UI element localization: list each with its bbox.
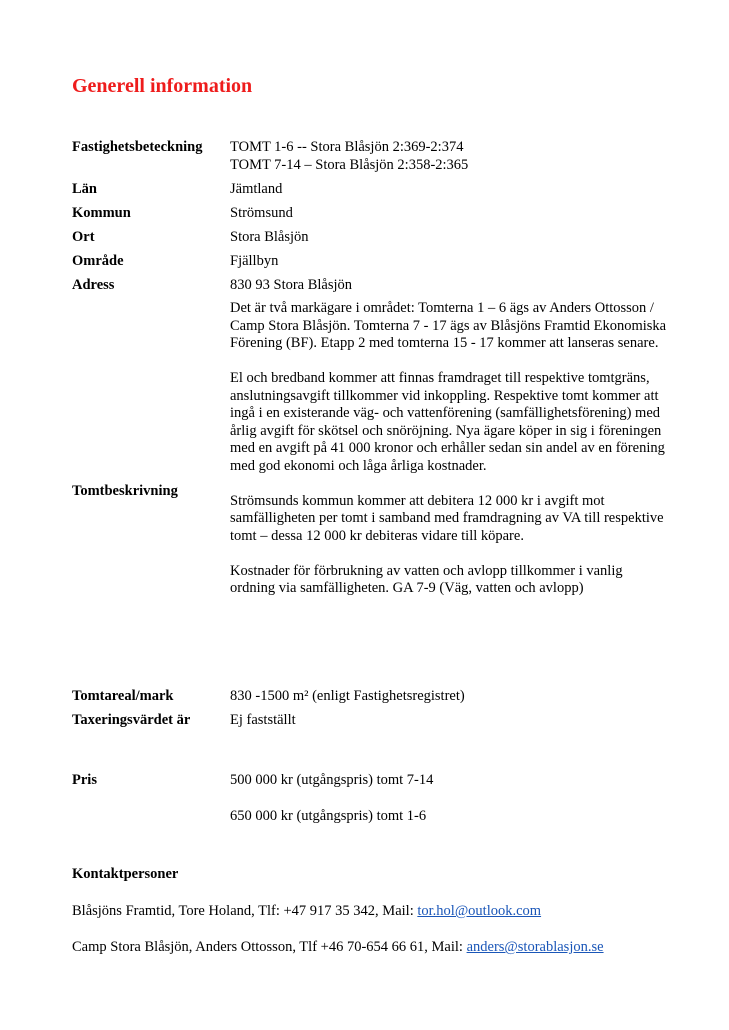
contacts-heading: Kontaktpersoner bbox=[72, 866, 179, 882]
field-value: Stora Blåsjön bbox=[230, 229, 309, 245]
field-label: Tomtareal/mark bbox=[72, 688, 174, 704]
field-value: Ej fastställt bbox=[230, 712, 296, 728]
field-value: 830 93 Stora Blåsjön bbox=[230, 277, 353, 293]
contact-line bbox=[72, 939, 692, 957]
field-label: Pris bbox=[72, 772, 97, 788]
field-value bbox=[230, 139, 670, 174]
description-paragraph-1: Det är två markägare i området: Tomterna 1 – 6 ägs av Anders Ottosson / Camp Stora Blåsjön. Tomterna 7 - 17 ägs av Blåsjöns Framtid Ekonomiska Förening (BF). Etapp 2 med tomterna 15 - 17 kommer att lanseras senare. bbox=[230, 300, 667, 351]
field-value: Strömsund bbox=[230, 205, 293, 221]
field-value: 830 -1500 m² (enligt Fastighetsregistret) bbox=[230, 688, 465, 704]
field-label: Tomtbeskrivning bbox=[72, 483, 178, 499]
description-paragraph-4: Kostnader för förbrukning av vatten och avlopp tillkommer i vanlig ordning via samfälligheten. GA 7-9 (Väg, vatten och avlopp) bbox=[230, 562, 623, 596]
field-label: Län bbox=[72, 181, 97, 197]
field-value: Jämtland bbox=[230, 181, 283, 197]
field-label: Taxeringsvärdet är bbox=[72, 712, 191, 728]
field-label: Ort bbox=[72, 229, 95, 245]
document-title: Generell information bbox=[72, 75, 253, 97]
field-value bbox=[230, 300, 670, 598]
email-link[interactable]: anders@storablasjon.se bbox=[466, 939, 604, 955]
description-paragraph-3: Strömsunds kommun kommer att debitera 12 000 kr i avgift mot samfälligheten per tomt i samband med framdragning av VA till respektive tomt – dessa 12 000 kr debiteras vidare till köpare. bbox=[230, 492, 664, 544]
field-label: Fastighetsbeteckning bbox=[72, 139, 203, 155]
contact-text: Blåsjöns Framtid, Tore Holand, Tlf: +47 917 35 342, Mail: bbox=[72, 903, 418, 919]
email-link[interactable]: tor.hol@outlook.com bbox=[417, 903, 542, 919]
price-line-1: 500 000 kr (utgångspris) tomt 7-14 bbox=[230, 772, 434, 788]
property-line-2: TOMT 7-14 – Stora Blåsjön 2:358-2:365 bbox=[230, 156, 469, 173]
field-label: Område bbox=[72, 253, 124, 269]
price-line-2: 650 000 kr (utgångspris) tomt 1-6 bbox=[230, 808, 427, 824]
field-value: Fjällbyn bbox=[230, 253, 279, 269]
contact-text: Camp Stora Blåsjön, Anders Ottosson, Tlf +46 70-654 66 61, Mail: bbox=[72, 939, 467, 955]
field-label: Kommun bbox=[72, 205, 131, 221]
contact-line bbox=[72, 903, 692, 921]
property-line-1: TOMT 1-6 -- Stora Blåsjön 2:369-2:374 bbox=[230, 139, 464, 155]
field-label: Adress bbox=[72, 277, 115, 293]
description-paragraph-2: El och bredband kommer att finnas framdraget till respektive tomtgräns, anslutningsavgift tillkommer vid inkoppling. Respektive tomt kommer att ingå i en existerande väg- och vattenförening (samfällighetsförening) med årlig avgift för skötsel och snöröjning. Nya ägare köper in sig i föreningen med en avgift på 41 000 kronor och erhåller sedan sin andel av en förening med god ekonomi och låga årliga kostnader. bbox=[230, 370, 665, 474]
